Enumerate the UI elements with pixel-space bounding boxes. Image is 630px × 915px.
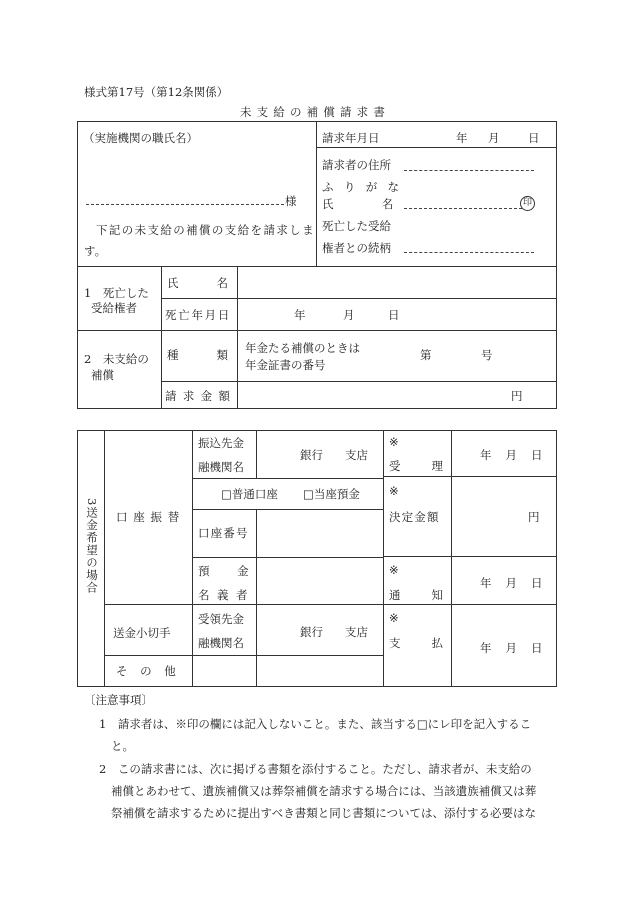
- deceased-name-label: 氏名: [167, 276, 266, 290]
- agency-label: （実施機関の職氏名）: [83, 131, 198, 145]
- address-field[interactable]: [404, 170, 534, 171]
- bank-label-2: 銀行: [300, 625, 323, 639]
- payment-year: 年: [480, 641, 492, 655]
- decision-asterisk: ※: [389, 484, 399, 498]
- number-prefix: 第: [420, 348, 432, 362]
- seal-icon: 印: [520, 196, 535, 211]
- receipt-asterisk: ※: [389, 435, 399, 449]
- section2-label-1: 2 未支給の: [84, 352, 149, 366]
- request-text-1: 下記の未支給の補償の支給を請求しま: [96, 223, 315, 237]
- section1-label-2: 受給権者: [91, 301, 137, 315]
- request-year: 年: [456, 131, 468, 145]
- death-day: 日: [388, 308, 400, 322]
- pension-line-1: 年金たる補償のときは: [245, 341, 360, 355]
- payment-label: 支払: [389, 636, 475, 650]
- branch-label-2: 支店: [345, 625, 368, 639]
- death-month: 月: [343, 308, 355, 322]
- savings-checkbox[interactable]: □普通口座: [221, 487, 278, 501]
- note-1-line-2: と。: [111, 739, 134, 753]
- payment-day: 日: [531, 641, 543, 655]
- type-label: 種類: [167, 348, 266, 362]
- addressee-line[interactable]: [86, 204, 284, 205]
- note-1-line-1: 1 請求者は、※印の欄には記入しないこと。また、該当する□にレ印を記入するこ: [99, 717, 532, 731]
- receipt-year: 年: [480, 448, 492, 462]
- relation-label-2: 権者との続柄: [322, 241, 391, 255]
- receive-label-1: 受領先金: [198, 612, 244, 626]
- death-year: 年: [294, 308, 306, 322]
- amount-label: 請求金額: [165, 389, 237, 403]
- decision-label: 決定金額: [389, 510, 440, 524]
- branch-label: 支店: [345, 448, 368, 462]
- notice-asterisk: ※: [389, 563, 399, 577]
- notes-heading: 〔注意事項〕: [84, 693, 153, 707]
- request-month: 月: [488, 131, 500, 145]
- check-label: 送金小切手: [113, 626, 171, 640]
- other-label: その他: [116, 664, 189, 678]
- relation-field[interactable]: [404, 252, 534, 253]
- form-title: 未支給の補償請求書: [239, 105, 391, 119]
- account-number-label: 口座番号: [198, 526, 249, 540]
- payment-asterisk: ※: [389, 611, 399, 625]
- request-day: 日: [528, 131, 540, 145]
- request-date-label: 請求年月日: [322, 131, 380, 145]
- claimant-name-field[interactable]: [404, 208, 522, 209]
- section2-label-2: 補償: [91, 368, 114, 382]
- pension-line-2: 年金証書の番号: [245, 358, 326, 372]
- addressee-suffix: 様: [285, 194, 297, 208]
- notice-day: 日: [531, 576, 543, 590]
- holder-label-1: 預金: [198, 564, 277, 578]
- receipt-month: 月: [505, 448, 517, 462]
- holder-label-2: 名義者: [198, 588, 255, 602]
- notice-month: 月: [505, 576, 517, 590]
- notice-label: 通知: [389, 588, 475, 602]
- request-text-2: す。: [84, 244, 107, 258]
- notice-date: [480, 575, 543, 591]
- number-suffix: 号: [481, 348, 493, 362]
- claimant-name-label: 氏名: [322, 197, 442, 211]
- current-checkbox[interactable]: □当座預金: [303, 487, 360, 501]
- note-2-line-1: 2 この請求書には、次に掲げる書類を添付すること。ただし、請求者が、未支給の: [99, 762, 532, 776]
- bank-label: 銀行: [300, 448, 323, 462]
- receipt-date: [480, 447, 543, 463]
- receipt-label: 受理: [389, 459, 475, 473]
- note-2-line-2: 補償とあわせて、遺族補償又は葬祭補償を請求する場合には、当該遺族補償又は葬: [111, 784, 537, 798]
- death-date-label: 死亡年月日: [165, 308, 232, 322]
- account-transfer-label: 口座振替: [116, 510, 185, 524]
- section3-label: 3送金希望の場合: [85, 498, 99, 594]
- receive-label-2: 融機関名: [198, 636, 244, 650]
- bank-dest-label-1: 振込先金: [198, 436, 244, 450]
- amount-yen: 円: [511, 389, 523, 403]
- receipt-day: 日: [531, 448, 543, 462]
- address-label: 請求者の住所: [322, 158, 391, 172]
- relation-label-1: 死亡した受給: [322, 219, 391, 233]
- decision-yen: 円: [528, 510, 540, 524]
- payment-month: 月: [505, 641, 517, 655]
- bank-dest-label-2: 融機関名: [198, 460, 244, 474]
- note-2-line-3: 祭補償を請求するために提出すべき書類と同じ書類については、添付する必要はな: [111, 806, 537, 820]
- furigana-label: ふりがな: [322, 180, 410, 194]
- form-number: 様式第17号（第12条関係）: [84, 85, 229, 99]
- notice-year: 年: [480, 576, 492, 590]
- section1-label-1: 1 死亡した: [84, 286, 149, 300]
- payment-date: [480, 640, 543, 656]
